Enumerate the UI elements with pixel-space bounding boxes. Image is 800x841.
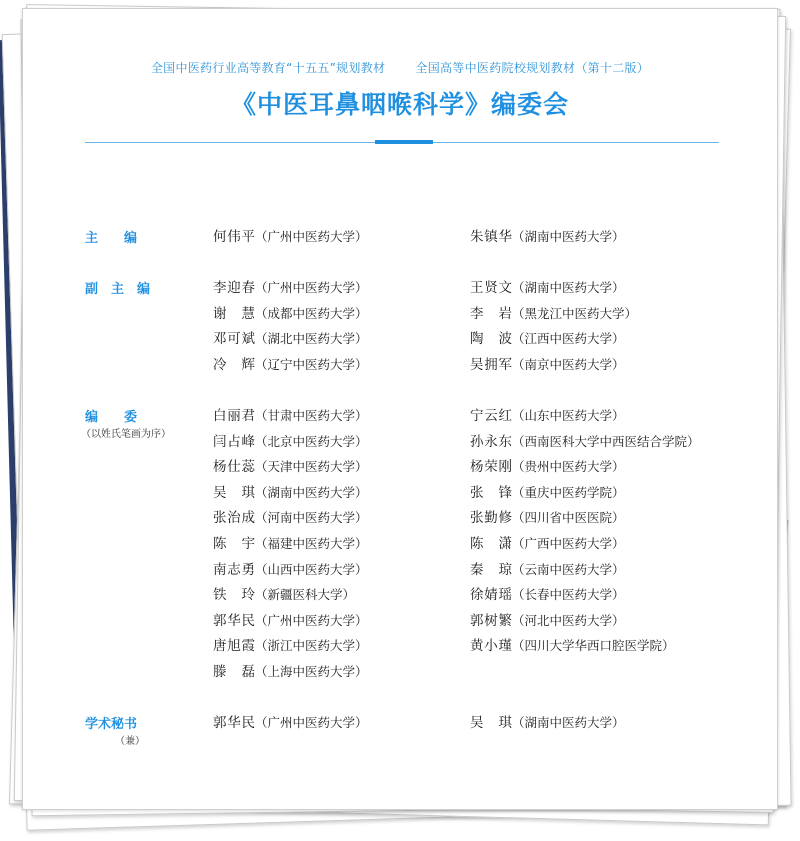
member-affiliation: （浙江中医药大学） — [255, 638, 368, 654]
member-entry — [213, 609, 368, 629]
member-name: 冷 辉 — [213, 356, 255, 373]
role-deputy-editor: 副 主 编 — [85, 282, 151, 297]
member-entry — [213, 225, 368, 245]
member-entry — [213, 353, 368, 373]
role-editorial-board: 编 委 — [85, 410, 138, 425]
member-entry — [470, 583, 625, 603]
role-secretary: 学术秘书 — [85, 717, 138, 732]
member-entry — [470, 455, 625, 475]
member-affiliation: （南京中医药大学） — [512, 356, 625, 372]
member-entry — [470, 506, 625, 526]
member-entry — [213, 506, 368, 526]
member-name: 徐婧瑶 — [470, 587, 512, 604]
member-affiliation: （成都中医药大学） — [255, 305, 368, 321]
member-name: 孙永东 — [470, 433, 512, 450]
page-title: 《中医耳鼻咽喉科学》编委会 — [230, 90, 569, 119]
member-name: 张 锋 — [470, 484, 512, 501]
member-entry — [213, 583, 355, 603]
member-affiliation: （湖南中医药大学） — [512, 280, 625, 295]
member-affiliation: （四川大学华西口腔医学院） — [512, 638, 675, 654]
member-entry — [470, 404, 625, 424]
series-subtitle-2: 全国高等中医药院校规划教材（第十二版） — [415, 61, 650, 75]
series-subtitle — [23, 59, 777, 76]
member-entry — [213, 532, 368, 552]
member-affiliation: （广州中医药大学） — [255, 229, 368, 244]
member-name: 何伟平 — [213, 229, 255, 245]
member-name: 宁云红 — [470, 408, 512, 424]
member-affiliation: （天津中医药大学） — [255, 459, 368, 475]
member-name: 黄小瑾 — [470, 638, 512, 655]
member-name: 李迎春 — [213, 280, 255, 296]
member-entry — [470, 634, 675, 654]
member-name: 朱镇华 — [470, 229, 512, 245]
member-entry — [213, 481, 368, 501]
member-entry — [470, 711, 625, 731]
member-entry — [213, 558, 368, 578]
member-entry — [213, 634, 368, 654]
member-affiliation: （湖南中医药大学） — [512, 715, 625, 730]
member-entry — [213, 404, 368, 424]
member-name: 陈 潇 — [470, 536, 512, 552]
member-affiliation: （广西中医药大学） — [512, 536, 625, 551]
member-affiliation: （河南中医药大学） — [255, 510, 368, 526]
member-affiliation: （山西中医药大学） — [255, 561, 368, 577]
member-affiliation: （湖南中医药大学） — [512, 229, 625, 244]
member-name: 唐旭霞 — [213, 638, 255, 655]
member-affiliation: （山东中医药大学） — [512, 408, 625, 423]
member-entry — [470, 532, 625, 552]
member-affiliation: （四川省中医医院） — [512, 510, 625, 526]
member-name: 白丽君 — [213, 408, 255, 424]
member-entry — [213, 455, 368, 475]
member-affiliation: （长春中医药大学） — [512, 587, 625, 603]
member-affiliation: （湖南中医药大学） — [255, 484, 368, 500]
member-name: 杨仕蕊 — [213, 459, 255, 476]
member-affiliation: （甘肃中医药大学） — [255, 408, 368, 423]
member-name: 吴 琪 — [213, 484, 255, 501]
member-name: 张治成 — [213, 510, 255, 527]
member-name: 杨荣刚 — [470, 459, 512, 476]
role-chief-editor: 主 编 — [85, 231, 138, 246]
title-divider-accent — [375, 140, 433, 144]
member-affiliation: （辽宁中医药大学） — [255, 356, 368, 372]
member-affiliation: （广州中医药大学） — [255, 715, 368, 730]
role-secretary-note: （兼） — [115, 736, 145, 747]
member-entry — [470, 558, 625, 578]
role-editorial-board-note: （以姓氏笔画为序） — [81, 429, 171, 440]
member-entry — [470, 430, 700, 450]
member-entry — [213, 660, 368, 680]
member-affiliation: （江西中医药大学） — [512, 331, 625, 347]
document-page — [22, 8, 778, 810]
member-affiliation: （广州中医药大学） — [255, 612, 368, 628]
member-name: 邓可斌 — [213, 331, 255, 348]
member-affiliation: （上海中医药大学） — [255, 664, 368, 679]
member-affiliation: （西南医科大学中西医结合学院） — [512, 433, 700, 449]
member-name: 李 岩 — [470, 305, 512, 322]
member-entry — [470, 609, 625, 629]
member-name: 郭树繁 — [470, 612, 512, 629]
member-affiliation: （福建中医药大学） — [255, 536, 368, 551]
member-name: 吴 琪 — [470, 715, 512, 731]
member-name: 闫占峰 — [213, 433, 255, 450]
member-entry — [213, 327, 368, 347]
member-affiliation: （重庆中医药学院） — [512, 484, 625, 500]
member-affiliation: （湖北中医药大学） — [255, 331, 368, 347]
member-entry — [213, 302, 368, 322]
member-name: 滕 磊 — [213, 664, 255, 680]
member-name: 陶 波 — [470, 331, 512, 348]
member-affiliation: （河北中医药大学） — [512, 612, 625, 628]
member-name: 南志勇 — [213, 561, 255, 578]
member-name: 王贤文 — [470, 280, 512, 296]
member-name: 铁 玲 — [213, 587, 255, 604]
member-name: 郭华民 — [213, 612, 255, 629]
member-name: 陈 宇 — [213, 536, 255, 552]
member-entry — [213, 711, 368, 731]
member-entry — [470, 225, 625, 245]
member-name: 郭华民 — [213, 715, 255, 731]
member-affiliation: （广州中医药大学） — [255, 280, 368, 295]
member-entry — [470, 481, 625, 501]
member-entry — [213, 430, 368, 450]
member-name: 谢 慧 — [213, 305, 255, 322]
member-affiliation: （新疆医科大学） — [255, 587, 356, 603]
member-affiliation: （北京中医药大学） — [255, 433, 368, 449]
member-affiliation: （云南中医药大学） — [512, 561, 625, 577]
member-entry — [470, 353, 625, 373]
member-entry — [213, 276, 368, 296]
member-name: 张勤修 — [470, 510, 512, 527]
member-name: 吴拥军 — [470, 356, 512, 373]
member-entry — [470, 302, 637, 322]
member-affiliation: （黑龙江中医药大学） — [512, 305, 638, 321]
member-entry — [470, 327, 625, 347]
series-subtitle-1: 全国中医药行业高等教育“十五五”规划教材 — [150, 61, 386, 75]
member-entry — [470, 276, 625, 296]
member-name: 秦 琼 — [470, 561, 512, 578]
member-affiliation: （贵州中医药大学） — [512, 459, 625, 475]
